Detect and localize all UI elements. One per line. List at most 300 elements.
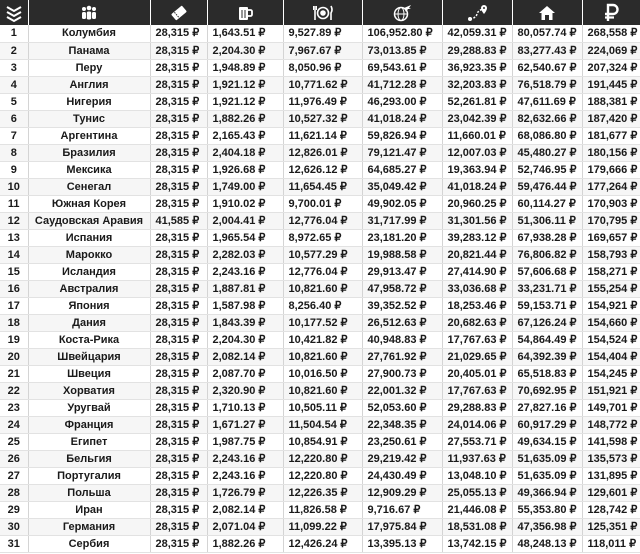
food-cost-cell: 12,776.04 ₽ <box>283 212 362 229</box>
rank-cell: 21 <box>0 365 28 382</box>
total-cost-cell: 188,381 ₽ <box>582 93 640 110</box>
table-row <box>0 25 640 42</box>
total-cost-cell: 154,245 ₽ <box>582 365 640 382</box>
table-row <box>0 535 640 552</box>
rank-cell: 19 <box>0 331 28 348</box>
route-map-icon <box>466 4 488 22</box>
country-cell: Дания <box>28 314 150 331</box>
country-cell: Коста-Рика <box>28 331 150 348</box>
rank-cell: 5 <box>0 93 28 110</box>
rank-cell: 12 <box>0 212 28 229</box>
country-cell: Нигерия <box>28 93 150 110</box>
flight-cost-cell: 9,716.67 ₽ <box>362 501 442 518</box>
hotel-cost-cell: 49,366.94 ₽ <box>512 484 582 501</box>
ticket-cost-cell: 28,315 ₽ <box>150 263 207 280</box>
food-cost-cell: 10,854.91 ₽ <box>283 433 362 450</box>
transport-cost-cell: 11,660.01 ₽ <box>442 127 512 144</box>
food-cost-cell: 12,226.35 ₽ <box>283 484 362 501</box>
flight-cost-cell: 40,948.83 ₽ <box>362 331 442 348</box>
hotel-cost-cell: 54,864.49 ₽ <box>512 331 582 348</box>
food-cost-cell: 11,099.22 ₽ <box>283 518 362 535</box>
country-cell: Бельгия <box>28 450 150 467</box>
transport-cost-cell: 29,288.83 ₽ <box>442 399 512 416</box>
rank-cell: 29 <box>0 501 28 518</box>
hotel-cost-cell: 64,392.39 ₽ <box>512 348 582 365</box>
food-cost-cell: 12,826.01 ₽ <box>283 144 362 161</box>
hotel-cost-cell: 70,692.95 ₽ <box>512 382 582 399</box>
hotel-cost-cell: 76,518.79 ₽ <box>512 76 582 93</box>
beer-cost-cell: 2,204.30 ₽ <box>207 331 283 348</box>
hotel-cost-cell: 82,632.66 ₽ <box>512 110 582 127</box>
country-cell: Южная Корея <box>28 195 150 212</box>
beer-cost-cell: 1,587.98 ₽ <box>207 297 283 314</box>
header-rank <box>0 0 28 25</box>
transport-cost-cell: 24,014.06 ₽ <box>442 416 512 433</box>
hotel-cost-cell: 57,606.68 ₽ <box>512 263 582 280</box>
total-cost-cell: 155,254 ₽ <box>582 280 640 297</box>
food-cost-cell: 8,972.65 ₽ <box>283 229 362 246</box>
hotel-cost-cell: 49,634.15 ₽ <box>512 433 582 450</box>
rank-cell: 20 <box>0 348 28 365</box>
ticket-cost-cell: 28,315 ₽ <box>150 161 207 178</box>
total-cost-cell: 154,921 ₽ <box>582 297 640 314</box>
table-row <box>0 314 640 331</box>
rank-cell: 31 <box>0 535 28 552</box>
table-body <box>0 25 640 552</box>
table-row <box>0 195 640 212</box>
rank-cell: 16 <box>0 280 28 297</box>
country-cell: Панама <box>28 42 150 59</box>
transport-cost-cell: 17,767.63 ₽ <box>442 382 512 399</box>
transport-cost-cell: 39,283.12 ₽ <box>442 229 512 246</box>
hotel-cost-cell: 59,153.71 ₽ <box>512 297 582 314</box>
table-row <box>0 450 640 467</box>
beer-cost-cell: 1,726.79 ₽ <box>207 484 283 501</box>
food-cost-cell: 10,821.60 ₽ <box>283 280 362 297</box>
header-transport <box>442 0 512 25</box>
beer-cost-cell: 2,165.43 ₽ <box>207 127 283 144</box>
country-cell: Хорватия <box>28 382 150 399</box>
table-row <box>0 246 640 263</box>
table-row <box>0 42 640 59</box>
food-cost-cell: 11,654.45 ₽ <box>283 178 362 195</box>
beer-cost-cell: 2,243.16 ₽ <box>207 450 283 467</box>
country-cell: Иран <box>28 501 150 518</box>
food-cost-cell: 10,577.29 ₽ <box>283 246 362 263</box>
ticket-cost-cell: 28,315 ₽ <box>150 195 207 212</box>
house-icon <box>537 4 557 22</box>
beer-cost-cell: 2,082.14 ₽ <box>207 348 283 365</box>
rank-cell: 23 <box>0 399 28 416</box>
ticket-cost-cell: 28,315 ₽ <box>150 416 207 433</box>
transport-cost-cell: 20,821.44 ₽ <box>442 246 512 263</box>
beer-cost-cell: 2,071.04 ₽ <box>207 518 283 535</box>
hotel-cost-cell: 60,917.29 ₽ <box>512 416 582 433</box>
hotel-cost-cell: 83,277.43 ₽ <box>512 42 582 59</box>
total-cost-cell: 128,742 ₽ <box>582 501 640 518</box>
total-cost-cell: 154,524 ₽ <box>582 331 640 348</box>
hotel-cost-cell: 51,306.11 ₽ <box>512 212 582 229</box>
hotel-cost-cell: 55,353.80 ₽ <box>512 501 582 518</box>
flight-cost-cell: 64,685.27 ₽ <box>362 161 442 178</box>
rank-cell: 8 <box>0 144 28 161</box>
country-cell: Англия <box>28 76 150 93</box>
country-cell: Исландия <box>28 263 150 280</box>
flight-cost-cell: 79,121.47 ₽ <box>362 144 442 161</box>
food-cost-cell: 9,527.89 ₽ <box>283 25 362 42</box>
ticket-cost-cell: 28,315 ₽ <box>150 518 207 535</box>
table-row <box>0 467 640 484</box>
total-cost-cell: 148,772 ₽ <box>582 416 640 433</box>
food-cost-cell: 10,421.82 ₽ <box>283 331 362 348</box>
country-cell: Австралия <box>28 280 150 297</box>
flight-cost-cell: 59,826.94 ₽ <box>362 127 442 144</box>
hotel-cost-cell: 47,356.98 ₽ <box>512 518 582 535</box>
beer-cost-cell: 1,710.13 ₽ <box>207 399 283 416</box>
header-ticket <box>150 0 207 25</box>
beer-cost-cell: 2,282.03 ₽ <box>207 246 283 263</box>
beer-cost-cell: 1,910.02 ₽ <box>207 195 283 212</box>
beer-cost-cell: 1,965.54 ₽ <box>207 229 283 246</box>
people-icon <box>79 5 99 21</box>
beer-cost-cell: 1,882.26 ₽ <box>207 535 283 552</box>
total-cost-cell: 224,069 ₽ <box>582 42 640 59</box>
flight-cost-cell: 29,219.42 ₽ <box>362 450 442 467</box>
beer-cost-cell: 1,987.75 ₽ <box>207 433 283 450</box>
ticket-cost-cell: 28,315 ₽ <box>150 93 207 110</box>
total-cost-cell: 149,701 ₽ <box>582 399 640 416</box>
food-cost-cell: 10,016.50 ₽ <box>283 365 362 382</box>
rank-cell: 27 <box>0 467 28 484</box>
transport-cost-cell: 42,059.31 ₽ <box>442 25 512 42</box>
country-cell: Саудовская Аравия <box>28 212 150 229</box>
flight-cost-cell: 41,018.24 ₽ <box>362 110 442 127</box>
rank-cell: 26 <box>0 450 28 467</box>
flight-cost-cell: 29,913.47 ₽ <box>362 263 442 280</box>
total-cost-cell: 179,666 ₽ <box>582 161 640 178</box>
transport-cost-cell: 18,253.46 ₽ <box>442 297 512 314</box>
table-row <box>0 365 640 382</box>
transport-cost-cell: 31,301.56 ₽ <box>442 212 512 229</box>
rank-cell: 28 <box>0 484 28 501</box>
ticket-cost-cell: 28,315 ₽ <box>150 450 207 467</box>
ticket-cost-cell: 28,315 ₽ <box>150 535 207 552</box>
table-row <box>0 416 640 433</box>
flight-cost-cell: 26,512.63 ₽ <box>362 314 442 331</box>
beer-cost-cell: 2,320.90 ₽ <box>207 382 283 399</box>
food-cost-cell: 10,505.11 ₽ <box>283 399 362 416</box>
ticket-cost-cell: 41,585 ₽ <box>150 212 207 229</box>
hotel-cost-cell: 59,476.44 ₽ <box>512 178 582 195</box>
transport-cost-cell: 27,553.71 ₽ <box>442 433 512 450</box>
table-row <box>0 161 640 178</box>
country-cell: Испания <box>28 229 150 246</box>
header-food <box>283 0 362 25</box>
ticket-cost-cell: 28,315 ₽ <box>150 433 207 450</box>
total-cost-cell: 207,324 ₽ <box>582 59 640 76</box>
food-cost-cell: 11,976.49 ₽ <box>283 93 362 110</box>
beer-cost-cell: 1,749.00 ₽ <box>207 178 283 195</box>
total-cost-cell: 191,445 ₽ <box>582 76 640 93</box>
table-row <box>0 59 640 76</box>
flight-cost-cell: 41,712.28 ₽ <box>362 76 442 93</box>
rank-cell: 17 <box>0 297 28 314</box>
table-row <box>0 110 640 127</box>
airplane-globe-icon <box>391 4 413 22</box>
beer-cost-cell: 1,843.39 ₽ <box>207 314 283 331</box>
flight-cost-cell: 35,049.42 ₽ <box>362 178 442 195</box>
table-row <box>0 433 640 450</box>
rank-cell: 7 <box>0 127 28 144</box>
rank-cell: 18 <box>0 314 28 331</box>
country-cell: Египет <box>28 433 150 450</box>
flight-cost-cell: 46,293.00 ₽ <box>362 93 442 110</box>
total-cost-cell: 158,271 ₽ <box>582 263 640 280</box>
table-row <box>0 229 640 246</box>
rank-cell: 25 <box>0 433 28 450</box>
ticket-cost-cell: 28,315 ₽ <box>150 467 207 484</box>
total-cost-cell: 169,657 ₽ <box>582 229 640 246</box>
hotel-cost-cell: 45,480.27 ₽ <box>512 144 582 161</box>
rank-chevrons-icon <box>5 5 23 21</box>
food-cost-cell: 10,821.60 ₽ <box>283 348 362 365</box>
transport-cost-cell: 18,531.08 ₽ <box>442 518 512 535</box>
country-cell: Швейцария <box>28 348 150 365</box>
ticket-cost-cell: 28,315 ₽ <box>150 348 207 365</box>
country-cell: Швеция <box>28 365 150 382</box>
food-cost-cell: 12,626.12 ₽ <box>283 161 362 178</box>
transport-cost-cell: 19,363.94 ₽ <box>442 161 512 178</box>
table-row <box>0 280 640 297</box>
table-row <box>0 382 640 399</box>
flight-cost-cell: 39,352.52 ₽ <box>362 297 442 314</box>
ticket-cost-cell: 28,315 ₽ <box>150 127 207 144</box>
rank-cell: 4 <box>0 76 28 93</box>
ticket-cost-cell: 28,315 ₽ <box>150 314 207 331</box>
table-row <box>0 178 640 195</box>
transport-cost-cell: 25,055.13 ₽ <box>442 484 512 501</box>
ticket-icon <box>169 4 189 22</box>
hotel-cost-cell: 67,938.28 ₽ <box>512 229 582 246</box>
rank-cell: 1 <box>0 25 28 42</box>
header-flight <box>362 0 442 25</box>
total-cost-cell: 151,921 ₽ <box>582 382 640 399</box>
beer-cost-cell: 1,921.12 ₽ <box>207 93 283 110</box>
ticket-cost-cell: 28,315 ₽ <box>150 144 207 161</box>
transport-cost-cell: 20,682.63 ₽ <box>442 314 512 331</box>
table-row <box>0 331 640 348</box>
table-row <box>0 518 640 535</box>
ticket-cost-cell: 28,315 ₽ <box>150 76 207 93</box>
country-cell: Япония <box>28 297 150 314</box>
total-cost-cell: 131,895 ₽ <box>582 467 640 484</box>
table-row <box>0 212 640 229</box>
table-row <box>0 501 640 518</box>
country-cell: Марокко <box>28 246 150 263</box>
rank-cell: 2 <box>0 42 28 59</box>
total-cost-cell: 268,558 ₽ <box>582 25 640 42</box>
hotel-cost-cell: 33,231.71 ₽ <box>512 280 582 297</box>
hotel-cost-cell: 52,746.95 ₽ <box>512 161 582 178</box>
rank-cell: 22 <box>0 382 28 399</box>
rank-cell: 11 <box>0 195 28 212</box>
flight-cost-cell: 106,952.80 ₽ <box>362 25 442 42</box>
ticket-cost-cell: 28,315 ₽ <box>150 484 207 501</box>
flight-cost-cell: 23,181.20 ₽ <box>362 229 442 246</box>
food-cost-cell: 11,621.14 ₽ <box>283 127 362 144</box>
flight-cost-cell: 13,395.13 ₽ <box>362 535 442 552</box>
hotel-cost-cell: 48,248.13 ₽ <box>512 535 582 552</box>
rank-cell: 14 <box>0 246 28 263</box>
beer-cost-cell: 1,948.89 ₽ <box>207 59 283 76</box>
hotel-cost-cell: 62,540.67 ₽ <box>512 59 582 76</box>
country-cell: Тунис <box>28 110 150 127</box>
country-cell: Мексика <box>28 161 150 178</box>
total-cost-cell: 181,677 ₽ <box>582 127 640 144</box>
transport-cost-cell: 21,029.65 ₽ <box>442 348 512 365</box>
country-cell: Франция <box>28 416 150 433</box>
transport-cost-cell: 12,007.03 ₽ <box>442 144 512 161</box>
food-cost-cell: 12,426.24 ₽ <box>283 535 362 552</box>
transport-cost-cell: 29,288.83 ₽ <box>442 42 512 59</box>
total-cost-cell: 129,601 ₽ <box>582 484 640 501</box>
food-cost-cell: 10,821.60 ₽ <box>283 382 362 399</box>
hotel-cost-cell: 51,635.09 ₽ <box>512 450 582 467</box>
flight-cost-cell: 31,717.99 ₽ <box>362 212 442 229</box>
flight-cost-cell: 27,761.92 ₽ <box>362 348 442 365</box>
total-cost-cell: 170,795 ₽ <box>582 212 640 229</box>
country-cell: Аргентина <box>28 127 150 144</box>
beer-cost-cell: 2,004.41 ₽ <box>207 212 283 229</box>
food-cost-cell: 10,177.52 ₽ <box>283 314 362 331</box>
flight-cost-cell: 27,900.73 ₽ <box>362 365 442 382</box>
table-row <box>0 399 640 416</box>
beer-cost-cell: 1,671.27 ₽ <box>207 416 283 433</box>
total-cost-cell: 170,903 ₽ <box>582 195 640 212</box>
ticket-cost-cell: 28,315 ₽ <box>150 246 207 263</box>
total-cost-cell: 180,156 ₽ <box>582 144 640 161</box>
country-cell: Бразилия <box>28 144 150 161</box>
flight-cost-cell: 23,250.61 ₽ <box>362 433 442 450</box>
transport-cost-cell: 36,923.35 ₽ <box>442 59 512 76</box>
transport-cost-cell: 13,742.15 ₽ <box>442 535 512 552</box>
food-cost-cell: 7,967.67 ₽ <box>283 42 362 59</box>
flight-cost-cell: 24,430.49 ₽ <box>362 467 442 484</box>
transport-cost-cell: 20,405.01 ₽ <box>442 365 512 382</box>
ticket-cost-cell: 28,315 ₽ <box>150 42 207 59</box>
country-cell: Колумбия <box>28 25 150 42</box>
ticket-cost-cell: 28,315 ₽ <box>150 382 207 399</box>
beer-cost-cell: 2,087.70 ₽ <box>207 365 283 382</box>
hotel-cost-cell: 47,611.69 ₽ <box>512 93 582 110</box>
flight-cost-cell: 19,988.58 ₽ <box>362 246 442 263</box>
total-cost-cell: 187,420 ₽ <box>582 110 640 127</box>
table-row <box>0 297 640 314</box>
flight-cost-cell: 69,543.61 ₽ <box>362 59 442 76</box>
total-cost-cell: 118,011 ₽ <box>582 535 640 552</box>
rank-cell: 30 <box>0 518 28 535</box>
country-cell: Перу <box>28 59 150 76</box>
food-cost-cell: 12,776.04 ₽ <box>283 263 362 280</box>
hotel-cost-cell: 76,806.82 ₽ <box>512 246 582 263</box>
beer-cost-cell: 2,404.18 ₽ <box>207 144 283 161</box>
total-cost-cell: 154,404 ₽ <box>582 348 640 365</box>
ticket-cost-cell: 28,315 ₽ <box>150 178 207 195</box>
header-beer <box>207 0 283 25</box>
beer-cost-cell: 2,243.16 ₽ <box>207 263 283 280</box>
rank-cell: 24 <box>0 416 28 433</box>
ticket-cost-cell: 28,315 ₽ <box>150 25 207 42</box>
table-header <box>0 0 640 25</box>
flight-cost-cell: 12,909.29 ₽ <box>362 484 442 501</box>
ruble-sign-icon <box>603 3 619 23</box>
flight-cost-cell: 73,013.85 ₽ <box>362 42 442 59</box>
flight-cost-cell: 49,902.05 ₽ <box>362 195 442 212</box>
country-cell: Сенегал <box>28 178 150 195</box>
beer-cost-cell: 1,887.81 ₽ <box>207 280 283 297</box>
food-cost-cell: 8,256.40 ₽ <box>283 297 362 314</box>
beer-cost-cell: 1,643.51 ₽ <box>207 25 283 42</box>
transport-cost-cell: 11,937.63 ₽ <box>442 450 512 467</box>
dining-icon <box>312 4 334 22</box>
total-cost-cell: 177,264 ₽ <box>582 178 640 195</box>
country-cell: Германия <box>28 518 150 535</box>
ticket-cost-cell: 28,315 ₽ <box>150 110 207 127</box>
beer-cost-cell: 1,926.68 ₽ <box>207 161 283 178</box>
ticket-cost-cell: 28,315 ₽ <box>150 59 207 76</box>
food-cost-cell: 8,050.96 ₽ <box>283 59 362 76</box>
rank-cell: 13 <box>0 229 28 246</box>
header-row <box>0 0 640 25</box>
total-cost-cell: 158,793 ₽ <box>582 246 640 263</box>
total-cost-cell: 154,660 ₽ <box>582 314 640 331</box>
table-row <box>0 93 640 110</box>
country-cell: Польша <box>28 484 150 501</box>
transport-cost-cell: 20,960.25 ₽ <box>442 195 512 212</box>
total-cost-cell: 125,351 ₽ <box>582 518 640 535</box>
header-country <box>28 0 150 25</box>
table-row <box>0 263 640 280</box>
flight-cost-cell: 22,001.32 ₽ <box>362 382 442 399</box>
transport-cost-cell: 13,048.10 ₽ <box>442 467 512 484</box>
beer-cost-cell: 2,243.16 ₽ <box>207 467 283 484</box>
hotel-cost-cell: 80,057.74 ₽ <box>512 25 582 42</box>
flight-cost-cell: 52,053.60 ₽ <box>362 399 442 416</box>
hotel-cost-cell: 51,635.09 ₽ <box>512 467 582 484</box>
hotel-cost-cell: 60,114.27 ₽ <box>512 195 582 212</box>
ticket-cost-cell: 28,315 ₽ <box>150 365 207 382</box>
table-row <box>0 127 640 144</box>
flight-cost-cell: 17,975.84 ₽ <box>362 518 442 535</box>
transport-cost-cell: 27,414.90 ₽ <box>442 263 512 280</box>
rank-cell: 3 <box>0 59 28 76</box>
country-cell: Португалия <box>28 467 150 484</box>
transport-cost-cell: 41,018.24 ₽ <box>442 178 512 195</box>
beer-cost-cell: 2,082.14 ₽ <box>207 501 283 518</box>
hotel-cost-cell: 67,126.24 ₽ <box>512 314 582 331</box>
hotel-cost-cell: 68,086.80 ₽ <box>512 127 582 144</box>
food-cost-cell: 9,700.01 ₽ <box>283 195 362 212</box>
ticket-cost-cell: 28,315 ₽ <box>150 297 207 314</box>
rank-cell: 10 <box>0 178 28 195</box>
food-cost-cell: 11,504.54 ₽ <box>283 416 362 433</box>
beer-cost-cell: 2,204.30 ₽ <box>207 42 283 59</box>
ticket-cost-cell: 28,315 ₽ <box>150 331 207 348</box>
flight-cost-cell: 47,958.72 ₽ <box>362 280 442 297</box>
food-cost-cell: 11,826.58 ₽ <box>283 501 362 518</box>
hotel-cost-cell: 65,518.83 ₽ <box>512 365 582 382</box>
beer-cost-cell: 1,882.26 ₽ <box>207 110 283 127</box>
